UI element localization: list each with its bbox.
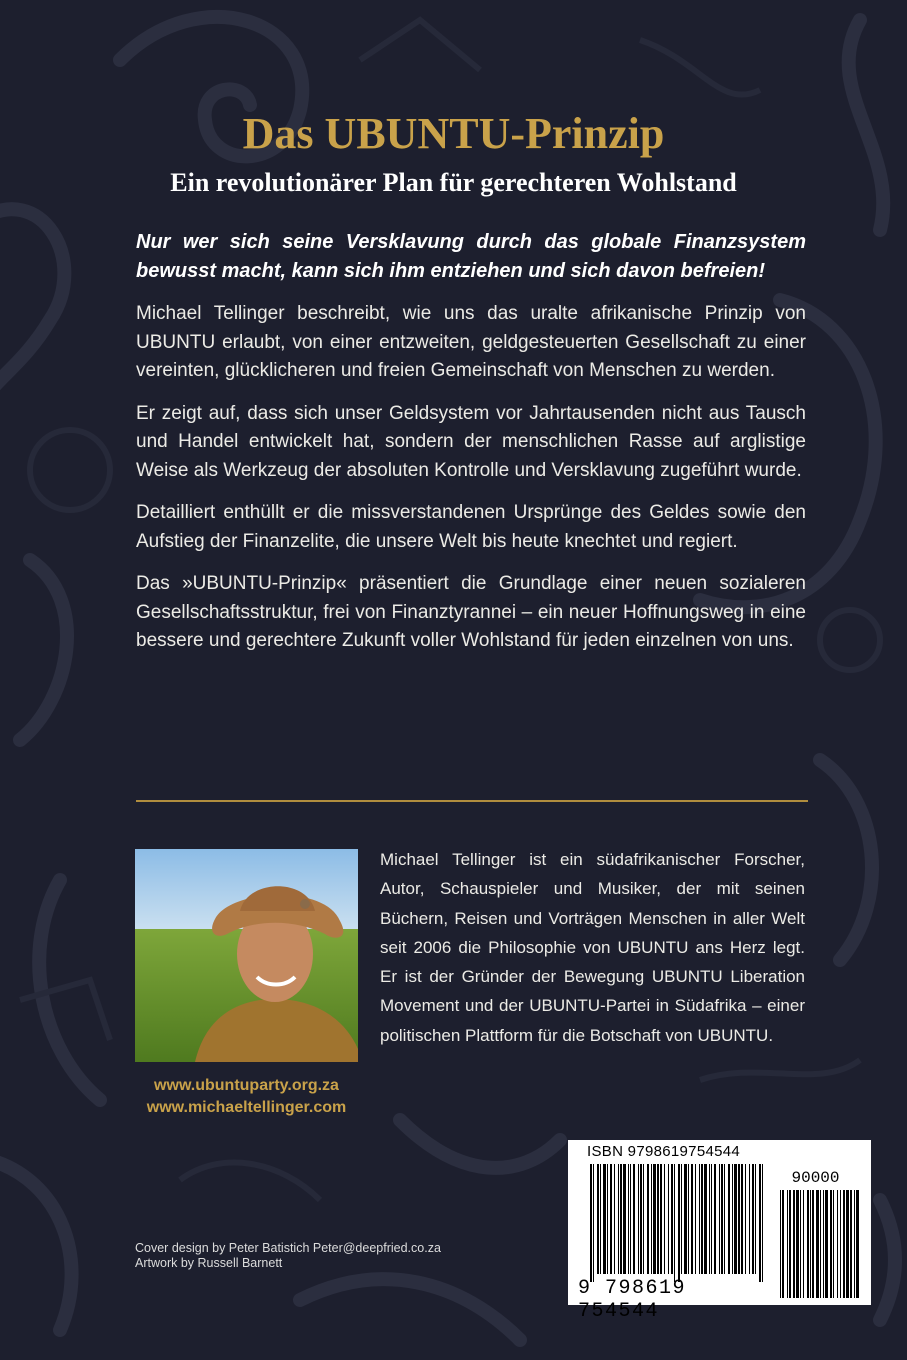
blurb-paragraph: Detailliert enthüllt er die missverstandenen Ursprünge des Geldes sowie den Aufstieg der Finanzelite, die unsere Welt bis heute knechtet und regiert.	[136, 502, 806, 552]
barcode-bar	[711, 1164, 712, 1274]
barcode-bar	[759, 1164, 761, 1282]
url-michaeltellinger[interactable]: www.michaeltellinger.com	[146, 1099, 347, 1116]
url-ubuntuparty[interactable]: www.ubuntuparty.org.za	[154, 1077, 339, 1094]
blurb-paragraph: Das »UBUNTU-Prinzip« präsentiert die Grundlage einer neuen sozialeren Gesellschaftsstruktur, frei von Finanztyrannei – ein neuer Hoffnungsweg in eine bessere und gerechtere Zukunft voller Wohlstand für jeden einzelnen von uns.	[136, 573, 806, 651]
book-subtitle: Ein revolutionärer Plan für gerechteren Wohlstand	[170, 168, 737, 197]
blurb-intro: Nur wer sich seine Versklavung durch das globale Finanzsystem bewusst macht, kann sich ihm entziehen und sich davon befreien!	[136, 231, 806, 282]
barcode-bar	[600, 1164, 601, 1274]
barcode-addon-bar	[833, 1190, 834, 1298]
barcode-bar	[647, 1164, 649, 1274]
barcode-addon-bar	[782, 1190, 784, 1298]
barcode-addon-bar	[810, 1190, 811, 1298]
barcode-bar	[684, 1164, 687, 1274]
barcode-bar	[671, 1164, 673, 1274]
barcode-bar	[755, 1164, 756, 1274]
cover-design-credit: Cover design by Peter Batistich Peter@deepfried.co.za	[135, 1241, 441, 1255]
barcode-bar	[628, 1164, 629, 1274]
barcode-addon-bar	[850, 1190, 852, 1298]
author-photo	[135, 849, 358, 1062]
barcode-addon-bar	[780, 1190, 781, 1298]
barcode-bar	[719, 1164, 720, 1274]
artwork-credit: Artwork by Russell Barnett	[135, 1256, 283, 1270]
barcode-addon-bar	[796, 1190, 799, 1298]
barcode-bar	[640, 1164, 642, 1274]
barcode-addon-bar	[816, 1190, 819, 1298]
blurb-text	[136, 228, 806, 670]
author-bio: Michael Tellinger ist ein südafrikanischer Forscher, Autor, Schauspieler und Musiker, der mit seinen Büchern, Reisen und Vorträgen Menschen in aller Welt seit 2006 die Philosophie von UBUNTU ans Herz legt. Er ist der Gründer der Bewegung UBUNTU Liberation Movement und der UBUNTU-Partei in Südafrika – einer politischen Plattform für die Botschaft von UBUNTU.	[380, 850, 805, 1045]
barcode-addon-bar	[830, 1190, 832, 1298]
barcode-bar	[688, 1164, 689, 1274]
barcode-bar	[695, 1164, 696, 1274]
barcode-bar	[623, 1164, 626, 1274]
barcode-bar	[724, 1164, 725, 1274]
barcode-addon-bar	[837, 1190, 838, 1298]
barcode-addon-bar	[846, 1190, 849, 1298]
barcode-bar	[749, 1164, 750, 1274]
barcode-bar	[728, 1164, 730, 1274]
barcode-bar	[590, 1164, 592, 1282]
barcode-bar	[651, 1164, 652, 1274]
barcode-bar	[752, 1164, 754, 1274]
barcode-addon-bar	[825, 1190, 828, 1298]
barcode-addon-bar	[812, 1190, 814, 1298]
barcode-addon-bar	[840, 1190, 841, 1298]
barcode-bar	[603, 1164, 606, 1274]
barcode-bar	[614, 1164, 615, 1274]
barcode-bar	[668, 1164, 669, 1274]
barcode-addon-bar	[820, 1190, 821, 1298]
barcode-addon-bar	[803, 1190, 804, 1298]
barcode-bar	[704, 1164, 707, 1274]
barcode-bar	[741, 1164, 743, 1274]
barcode-bar	[638, 1164, 639, 1274]
barcode-digits: 9 798619 754544	[578, 1277, 687, 1323]
blurb-paragraph: Michael Tellinger beschreibt, wie uns das uralte afrikanische Prinzip von UBUNTU erlaubt, von einer entzweiten, geldgesteuerten Gesellschaft zu einer vereinten, glücklicheren und freien Gemeinschaft von Menschen zu werden.	[136, 303, 806, 381]
blurb-paragraph: Er zeigt auf, dass sich unser Geldsystem vor Jahrtausenden nicht aus Tausch und Handel entwickelt hat, sondern der menschlichen Rasse auf arglistige Weise als Werkzeug der absoluten Kontrolle und Versklavung zugeführt wurde.	[136, 402, 806, 481]
barcode-bar	[734, 1164, 737, 1274]
barcode-bar	[643, 1164, 644, 1274]
barcode-bar	[732, 1164, 733, 1274]
barcode-addon-bar	[787, 1190, 788, 1298]
barcode-addon-bar	[800, 1190, 801, 1298]
barcode-bar	[714, 1164, 716, 1274]
barcode-bar	[610, 1164, 612, 1274]
barcode-bar	[630, 1164, 631, 1274]
isbn-label: ISBN 9798619754544	[587, 1143, 741, 1160]
barcode-addon-bar	[823, 1190, 824, 1298]
barcode-bar	[745, 1164, 746, 1274]
barcode-addon-bar	[789, 1190, 791, 1298]
barcode-bar	[701, 1164, 703, 1274]
barcode-addon-bar	[856, 1190, 859, 1298]
barcode-addon-bar	[807, 1190, 809, 1298]
barcode-bar	[657, 1164, 659, 1274]
barcode-bar	[738, 1164, 740, 1274]
barcode-bar	[633, 1164, 635, 1274]
gold-divider	[136, 800, 808, 802]
barcode-bar	[691, 1164, 693, 1274]
barcode-addon-bar	[843, 1190, 845, 1298]
barcode-bar	[681, 1164, 682, 1274]
author-urls	[135, 1075, 358, 1119]
barcode-bar	[721, 1164, 723, 1274]
barcode-addon-bar	[793, 1190, 795, 1298]
barcode-bar	[607, 1164, 608, 1274]
barcode-bar	[653, 1164, 656, 1274]
barcode-bar	[593, 1164, 594, 1282]
barcode-bar	[678, 1164, 680, 1282]
credits	[135, 1241, 441, 1271]
barcode-bar	[762, 1164, 763, 1282]
barcode-bar	[620, 1164, 622, 1274]
barcode-bar	[674, 1164, 675, 1282]
barcode-bar	[664, 1164, 665, 1274]
price-code: 90000	[791, 1169, 840, 1187]
barcode-bar	[709, 1164, 710, 1274]
barcode-bar	[660, 1164, 662, 1274]
barcode-bar	[618, 1164, 619, 1274]
barcode-addon-bar	[854, 1190, 855, 1298]
barcode-bar	[597, 1164, 599, 1274]
book-title: Das UBUNTU-Prinzip	[242, 109, 665, 158]
isbn-barcode	[568, 1140, 871, 1323]
barcode-bar	[699, 1164, 700, 1274]
